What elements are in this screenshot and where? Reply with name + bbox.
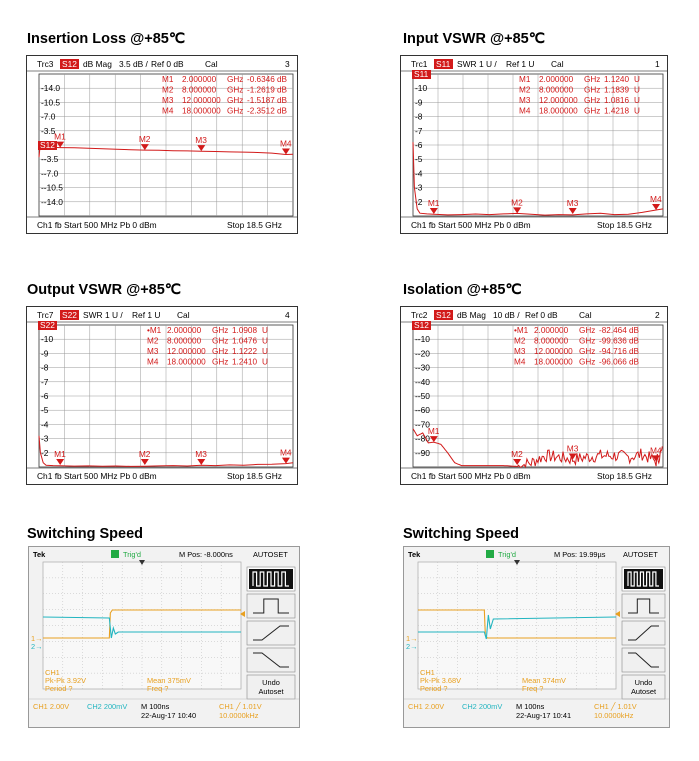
y-tick-label: --3.5 — [41, 154, 59, 165]
header-param: S12 — [436, 310, 451, 320]
marker-readout-frequency-unit: GHz — [584, 106, 601, 116]
marker-label: M4 — [279, 447, 292, 458]
y-tick-label: --10.5 — [41, 182, 63, 193]
marker-label: M1 — [54, 449, 66, 459]
y-tick-label: -10 — [415, 83, 428, 94]
status-ch1-scale: CH1 2.00V — [408, 702, 445, 711]
reference-level-label: S12 — [414, 320, 429, 330]
marker-label: M3 — [195, 449, 207, 459]
header-param: S22 — [62, 310, 77, 320]
marker-readout-value-unit: U — [634, 85, 640, 95]
marker-readout-value: -1.5187 — [247, 96, 275, 105]
y-tick-label: -7.0 — [41, 111, 56, 122]
autoset-label: Autoset — [630, 687, 657, 696]
marker-readout-value-unit: U — [262, 347, 268, 356]
marker-readout-frequency-unit: GHz — [584, 85, 601, 95]
marker-readout-id: M3 — [514, 347, 526, 356]
marker-readout-value: -82.464 — [599, 326, 627, 335]
oscilloscope-screen-1 — [28, 546, 300, 728]
marker-readout-frequency-unit: GHz — [212, 347, 229, 356]
y-tick-label: --80 — [415, 433, 430, 444]
marker-label: M2 — [138, 134, 151, 145]
header-channel-number: 1 — [655, 59, 660, 69]
marker-readout-id: M1 — [519, 75, 531, 84]
autoset-option-button[interactable] — [247, 594, 295, 618]
y-tick-label: -9 — [415, 97, 423, 108]
marker-readout-value: 1.0476 — [232, 336, 258, 346]
autoset-title: AUTOSET — [623, 550, 658, 559]
y-tick-label: --20 — [415, 348, 430, 359]
marker-readout-frequency: 2.000000 — [534, 326, 569, 335]
autoset-label: Autoset — [258, 687, 284, 696]
status-trigger-frequency: 10.0000kHz — [594, 711, 634, 720]
marker-readout-frequency: 12.000000 — [167, 347, 206, 356]
channel2-ground-marker: 2→ — [31, 642, 43, 651]
y-tick-label: --90 — [415, 447, 430, 458]
vna-panel-output-vswr — [26, 306, 298, 485]
marker-readout-value: 1.0816 — [604, 96, 630, 105]
measurement-ch1: Period ? — [45, 684, 73, 693]
y-tick-label: --60 — [415, 405, 430, 416]
horizontal-position-readout: M Pos: -8.000ns — [179, 550, 233, 559]
marker-readout-id: M2 — [519, 85, 531, 95]
marker-readout-frequency: 2.000000 — [167, 326, 202, 335]
scope-title-2: Switching Speed — [403, 526, 520, 542]
marker-readout-frequency: 12.000000 — [539, 96, 578, 105]
marker-readout-value: 1.1240 — [604, 75, 630, 84]
scope-title-1: Switching Speed — [27, 526, 144, 542]
marker-readout-frequency-unit: GHz — [584, 96, 601, 105]
y-tick-label: --30 — [415, 362, 430, 373]
header-channel-number: 4 — [285, 310, 290, 320]
marker-readout-frequency: 12.000000 — [534, 347, 573, 356]
trigger-status: Trig'd — [498, 550, 516, 559]
status-ch2-scale: CH2 200mV — [87, 702, 128, 711]
header-param: S11 — [436, 59, 451, 69]
panel-title-output-vswr: Output VSWR @+85℃ — [27, 282, 182, 298]
header-trace-id: Trc1 — [411, 59, 428, 69]
measurement-mean: Mean 375mV — [147, 676, 191, 685]
header-channel-number: 2 — [655, 310, 660, 320]
measurement-ch1: Period ? — [420, 684, 448, 693]
marker-readout-frequency: 18.000000 — [167, 357, 206, 367]
scope-brand-logo: Tek — [33, 550, 46, 559]
header-scale: 1 U / — [479, 59, 497, 69]
marker-label: M2 — [511, 449, 523, 459]
status-timebase: M 100ns — [141, 702, 170, 711]
marker-readout-value: -99.636 — [599, 336, 627, 346]
y-tick-label: -3 — [415, 182, 423, 193]
measurement-mean: Mean 374mV — [522, 676, 566, 685]
header-ref: Ref 0 dB — [525, 310, 558, 320]
status-datetime: 22-Aug-17 10:40 — [141, 711, 197, 720]
status-trigger-level: CH1 ╱ 1.01V — [219, 702, 262, 711]
marker-readout-frequency-unit: GHz — [579, 336, 596, 346]
reference-level-label: S11 — [414, 69, 429, 79]
y-tick-label: --10 — [415, 334, 430, 345]
measurement-ch1: Pk-Pk 3.68V — [420, 676, 462, 685]
marker-readout-id: M3 — [519, 96, 531, 105]
header-scale: 10 dB / — [493, 310, 520, 320]
marker-readout-value: 1.4218 — [604, 106, 630, 116]
footer-sweep-info: Ch1 fb Start 500 MHz Pb 0 dBm — [411, 220, 531, 230]
marker-readout-frequency-unit: GHz — [579, 347, 596, 356]
marker-readout-value: -96.066 — [599, 357, 627, 367]
marker-readout-frequency: 18.000000 — [534, 357, 573, 367]
marker-readout-value-unit: dB — [629, 336, 640, 346]
marker-readout-value-unit: dB — [277, 85, 288, 95]
marker-readout-id: M2 — [514, 336, 526, 346]
marker-readout-id: M1 — [162, 75, 174, 84]
status-timebase: M 100ns — [516, 702, 545, 711]
marker-readout-frequency-unit: GHz — [579, 357, 596, 367]
marker-readout-frequency: 18.000000 — [539, 106, 578, 116]
y-tick-label: -7 — [415, 125, 423, 136]
channel2-ground-marker: 2→ — [406, 642, 418, 651]
marker-readout-frequency-unit: GHz — [584, 75, 601, 84]
y-tick-label: -4 — [41, 419, 49, 430]
header-scale: 3.5 dB / — [119, 59, 148, 69]
marker-readout-frequency: 8.000000 — [534, 336, 569, 346]
marker-readout-value: 1.0908 — [232, 326, 258, 335]
y-tick-label: -3 — [41, 433, 49, 444]
horizontal-position-readout: M Pos: 19.99µs — [554, 550, 606, 559]
marker-readout-value: 1.1222 — [232, 347, 258, 356]
y-tick-label: -10.5 — [41, 97, 61, 108]
y-tick-label: --50 — [415, 391, 430, 401]
marker-readout-id: M3 — [162, 96, 174, 105]
marker-readout-frequency-unit: GHz — [227, 106, 244, 116]
undo-label: Undo — [634, 678, 653, 687]
marker-readout-frequency-unit: GHz — [579, 326, 596, 335]
marker-label: M2 — [511, 197, 523, 208]
marker-readout-id: M2 — [162, 85, 174, 95]
marker-readout-value-unit: U — [262, 357, 268, 367]
y-tick-label: -8 — [415, 111, 423, 122]
marker-readout-frequency: 12.000000 — [182, 96, 221, 105]
vna-panel-input-vswr — [400, 55, 668, 234]
marker-readout-frequency: 8.000000 — [539, 85, 574, 95]
autoset-option-button[interactable] — [622, 594, 665, 618]
y-tick-label: -9 — [41, 348, 49, 359]
channel1-ground-marker: 1→ — [31, 634, 43, 643]
y-tick-label: --40 — [415, 376, 430, 387]
vna-panel-isolation — [400, 306, 668, 485]
marker-label: M1 — [54, 131, 66, 142]
marker-readout-value-unit: dB — [277, 75, 288, 84]
marker-label: M4 — [650, 445, 662, 456]
autoset-title: AUTOSET — [253, 550, 288, 559]
marker-readout-value-unit: U — [634, 96, 640, 105]
marker-readout-frequency: 18.000000 — [182, 106, 221, 116]
measurement-mean: Freq ? — [522, 684, 544, 693]
y-tick-label: -8 — [41, 362, 49, 373]
marker-readout-value-unit: dB — [629, 357, 640, 367]
marker-readout-id: M2 — [147, 336, 159, 346]
panel-title-insertion-loss: Insertion Loss @+85℃ — [27, 31, 186, 47]
y-tick-label: -7 — [41, 376, 49, 387]
y-tick-label: --14.0 — [41, 196, 63, 207]
header-ref: Ref 0 dB — [151, 59, 184, 69]
y-tick-label: -2 — [41, 447, 49, 458]
header-param: S12 — [62, 59, 77, 69]
marker-readout-value: 1.1839 — [604, 85, 630, 95]
header-trace-id: Trc3 — [37, 59, 54, 69]
channel1-ground-marker: 1→ — [406, 634, 418, 643]
marker-label: M4 — [650, 194, 662, 205]
footer-sweep-info: Ch1 fb Start 500 MHz Pb 0 dBm — [411, 471, 531, 481]
marker-readout-value: 1.2410 — [232, 357, 258, 367]
footer-sweep-info: Ch1 fb Start 500 MHz Pb 0 dBm — [37, 220, 157, 230]
measurement-ch1: Pk-Pk 3.92V — [45, 676, 87, 685]
marker-readout-value-unit: U — [262, 326, 268, 335]
reference-level-label: S22 — [40, 320, 55, 330]
marker-label: M4 — [279, 138, 292, 149]
header-ref: Ref 1 U — [506, 59, 535, 69]
y-tick-label: -3.5 — [41, 125, 56, 136]
y-tick-label: -14.0 — [41, 83, 61, 94]
reference-level-label: S12 — [40, 140, 55, 150]
marker-readout-value: -0.6346 — [247, 75, 275, 84]
marker-label: M1 — [427, 426, 440, 437]
marker-readout-frequency-unit: GHz — [212, 336, 229, 346]
header-format: SWR — [83, 310, 103, 320]
marker-readout-frequency-unit: GHz — [227, 75, 244, 84]
y-tick-label: -4 — [415, 168, 423, 179]
y-tick-label: -10 — [41, 334, 54, 345]
header-cal: Cal — [551, 59, 564, 69]
marker-readout-frequency-unit: GHz — [227, 96, 244, 105]
measurement-ch1: CH1 — [420, 668, 435, 677]
y-tick-label: --7.0 — [41, 168, 59, 179]
y-tick-label: -2 — [415, 196, 423, 207]
marker-readout-value-unit: U — [634, 106, 640, 116]
marker-readout-frequency: 8.000000 — [167, 336, 202, 346]
marker-readout-value-unit: dB — [277, 96, 288, 105]
marker-readout-frequency-unit: GHz — [212, 357, 229, 367]
measurement-mean: Freq ? — [147, 684, 169, 693]
header-trace-id: Trc2 — [411, 310, 428, 320]
header-ref: Ref 1 U — [132, 310, 161, 320]
marker-readout-frequency: 2.000000 — [539, 75, 574, 84]
vna-panel-insertion-loss — [26, 55, 298, 234]
marker-readout-value-unit: U — [634, 75, 640, 84]
marker-readout-id: M4 — [519, 106, 531, 116]
marker-readout-value: -94.716 — [599, 347, 627, 356]
marker-readout-id: M4 — [147, 357, 159, 367]
y-tick-label: -6 — [41, 391, 49, 401]
status-datetime: 22-Aug-17 10:41 — [516, 711, 572, 720]
header-trace-id: Trc7 — [37, 310, 54, 320]
trigger-status-indicator — [486, 550, 494, 558]
oscilloscope-screen-2 — [403, 546, 670, 728]
header-format: dB Mag — [457, 310, 486, 320]
marker-readout-value: -2.3512 — [247, 106, 275, 116]
header-format: dB Mag — [83, 59, 112, 69]
header-cal: Cal — [205, 59, 218, 69]
header-scale: 1 U / — [105, 310, 123, 320]
marker-readout-value-unit: dB — [277, 106, 288, 116]
y-tick-label: -5 — [41, 405, 49, 416]
header-cal: Cal — [579, 310, 592, 320]
marker-readout-id: •M1 — [514, 326, 529, 335]
status-ch1-scale: CH1 2.00V — [33, 702, 70, 711]
scope-brand-logo: Tek — [408, 550, 421, 559]
header-cal: Cal — [177, 310, 190, 320]
footer-sweep-info: Ch1 fb Start 500 MHz Pb 0 dBm — [37, 471, 157, 481]
trigger-status-indicator — [111, 550, 119, 558]
measurement-ch1: CH1 — [45, 668, 60, 677]
undo-label: Undo — [262, 678, 280, 687]
marker-label: M3 — [195, 135, 207, 146]
marker-readout-value-unit: U — [262, 336, 268, 346]
footer-stop-frequency: Stop 18.5 GHz — [227, 471, 282, 481]
marker-readout-frequency: 2.000000 — [182, 75, 217, 84]
marker-readout-frequency-unit: GHz — [212, 326, 229, 335]
y-tick-label: -5 — [415, 154, 423, 165]
marker-readout-id: M4 — [514, 357, 526, 367]
footer-stop-frequency: Stop 18.5 GHz — [227, 220, 282, 230]
panel-title-input-vswr: Input VSWR @+85℃ — [403, 31, 546, 47]
marker-readout-value-unit: dB — [629, 326, 640, 335]
footer-stop-frequency: Stop 18.5 GHz — [597, 220, 652, 230]
status-ch2-scale: CH2 200mV — [462, 702, 503, 711]
marker-readout-id: M3 — [147, 347, 159, 356]
y-tick-label: -6 — [415, 140, 423, 150]
header-channel-number: 3 — [285, 59, 290, 69]
marker-readout-frequency: 8.000000 — [182, 85, 217, 95]
marker-label: M3 — [566, 443, 579, 454]
marker-label: M2 — [138, 449, 151, 459]
panel-title-isolation: Isolation @+85℃ — [403, 282, 522, 298]
status-trigger-level: CH1 ╱ 1.01V — [594, 702, 637, 711]
marker-label: M1 — [427, 198, 440, 208]
y-tick-label: --70 — [415, 419, 430, 430]
marker-readout-value-unit: dB — [629, 347, 640, 356]
marker-readout-value: -1.2619 — [247, 85, 275, 95]
status-trigger-frequency: 10.0000kHz — [219, 711, 259, 720]
marker-readout-id: •M1 — [147, 326, 162, 335]
header-format: SWR — [457, 59, 477, 69]
trigger-status: Trig'd — [123, 550, 141, 559]
marker-readout-id: M4 — [162, 106, 174, 116]
footer-stop-frequency: Stop 18.5 GHz — [597, 471, 652, 481]
marker-label: M3 — [566, 198, 579, 208]
marker-readout-frequency-unit: GHz — [227, 85, 244, 95]
